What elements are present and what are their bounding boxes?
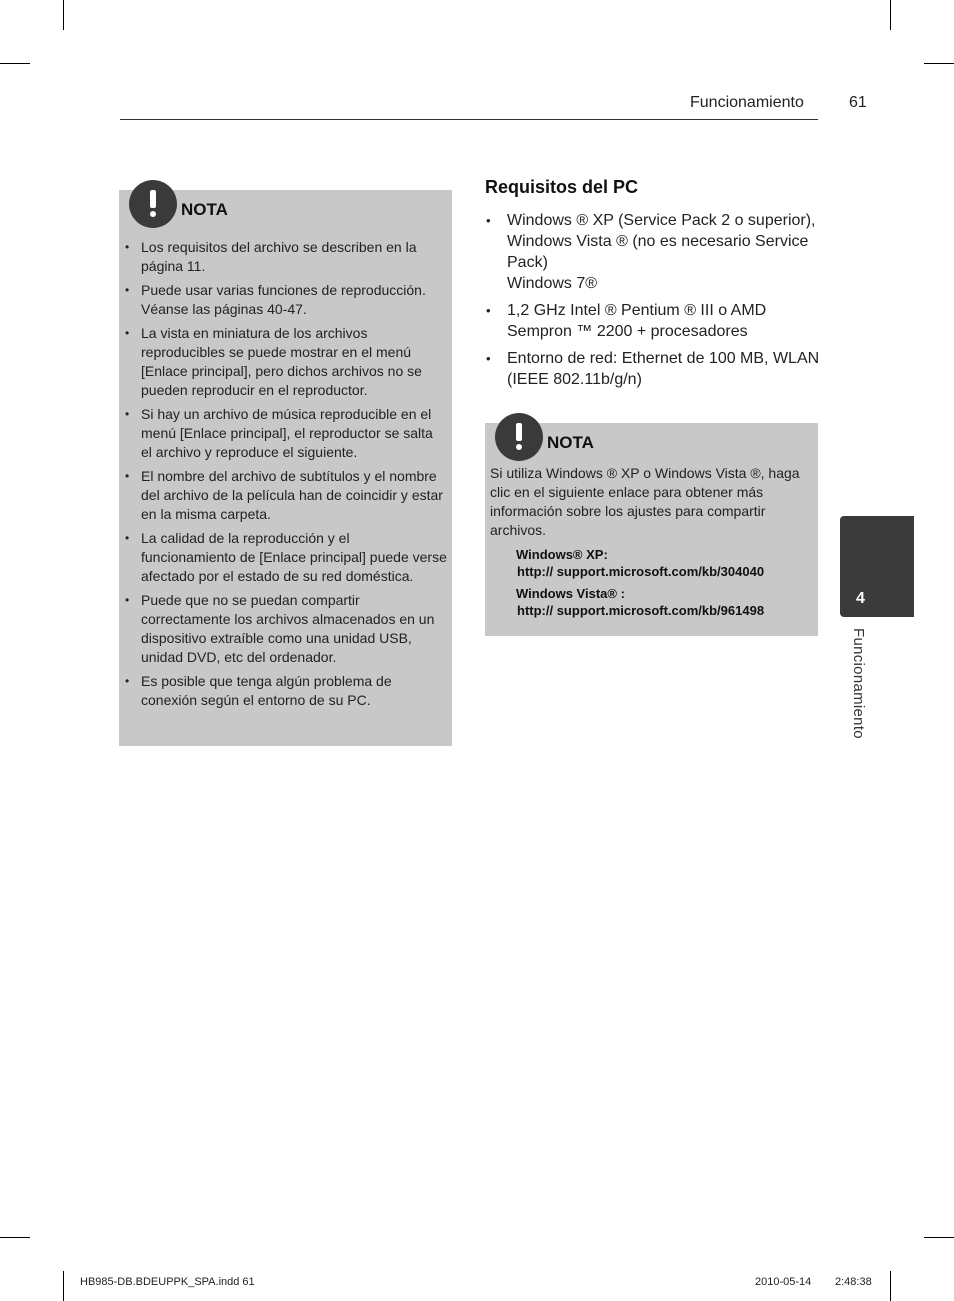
crop-mark (63, 1271, 64, 1301)
xp-label: Windows® XP: (516, 547, 608, 562)
list-item-line: • Windows ® XP (Service Pack 2 o superior), Windows Vista ® (no es necesario Service Pack) (507, 212, 816, 271)
xp-url[interactable]: http:// support.microsoft.com/kb/304040 (517, 564, 765, 579)
vista-label: Windows Vista® : (516, 586, 625, 601)
crop-mark (63, 0, 64, 30)
list-item: • Los requisitos del archivo se describen en la página 11. (125, 238, 447, 276)
list-item: • La calidad de la reproducción y el funcionamiento de [Enlace principal] puede verse afectado por el estado de su red doméstica. (125, 529, 447, 586)
xp-link-block (516, 546, 764, 580)
chapter-number: 4 (856, 590, 865, 607)
note-box-left (119, 190, 452, 746)
chapter-label: Funcionamiento (850, 628, 867, 739)
list-item-line: • Entorno de red: Ethernet de 100 MB, WLAN (IEEE 802.11b/g/n) (507, 350, 820, 388)
crop-mark (0, 63, 30, 64)
note-text: Si utiliza Windows ® XP o Windows Vista ®, haga clic en el siguiente enlace para obtener más información sobre los ajustes para compartir archivos. (490, 465, 800, 538)
crop-mark (890, 0, 891, 30)
crop-mark (924, 63, 954, 64)
exclamation-icon (129, 180, 177, 228)
note-title: NOTA (547, 433, 594, 452)
list-item: • El nombre del archivo de subtítulos y el nombre del archivo de la película han de coincidir y estar en la misma carpeta. (125, 467, 447, 524)
crop-mark (890, 1271, 891, 1301)
running-header-section: Funcionamiento (690, 94, 804, 111)
footer-date: 2010-05-14 (755, 1276, 812, 1288)
chapter-tab (840, 516, 914, 617)
list-item (485, 300, 821, 342)
header-divider (120, 119, 818, 120)
requirements-list (485, 210, 821, 396)
list-item-line: • 1,2 GHz Intel ® Pentium ® III o AMD Sempron ™ 2200 + procesadores (507, 302, 767, 340)
exclamation-icon (495, 413, 543, 461)
page-number: 61 (849, 94, 867, 111)
crop-mark (0, 1237, 30, 1238)
note-box-right (485, 423, 818, 636)
section-heading: Requisitos del PC (485, 177, 639, 197)
footer-file-name: HB985-DB.BDEUPPK_SPA.indd 61 (80, 1276, 255, 1288)
note-title: NOTA (181, 200, 228, 219)
list-item: • La vista en miniatura de los archivos reproducibles se puede mostrar en el menú [Enlace principal], pero dichos archivos no se pueden reproducir en el reproductor. (125, 324, 447, 400)
list-item: • Es posible que tenga algún problema de conexión según el entorno de su PC. (125, 672, 447, 710)
list-item: • Puede usar varias funciones de reproducción. Véanse las páginas 40-47. (125, 281, 447, 319)
list-item-line: Windows 7® (507, 275, 598, 292)
list-item (485, 210, 821, 294)
vista-url[interactable]: http:// support.microsoft.com/kb/961498 (517, 603, 765, 618)
list-item: • Puede que no se puedan compartir correctamente los archivos almacenados en un dispositivo extraíble como una unidad USB, unidad DVD, etc del ordenador. (125, 591, 447, 667)
vista-link-block (516, 585, 764, 619)
crop-mark (924, 1237, 954, 1238)
list-item (485, 348, 821, 390)
footer-time: 2:48:38 (835, 1276, 872, 1288)
note-list (125, 238, 447, 715)
list-item: • Si hay un archivo de música reproducible en el menú [Enlace principal], el reproductor se salta el archivo y reproduce el siguiente. (125, 405, 447, 462)
